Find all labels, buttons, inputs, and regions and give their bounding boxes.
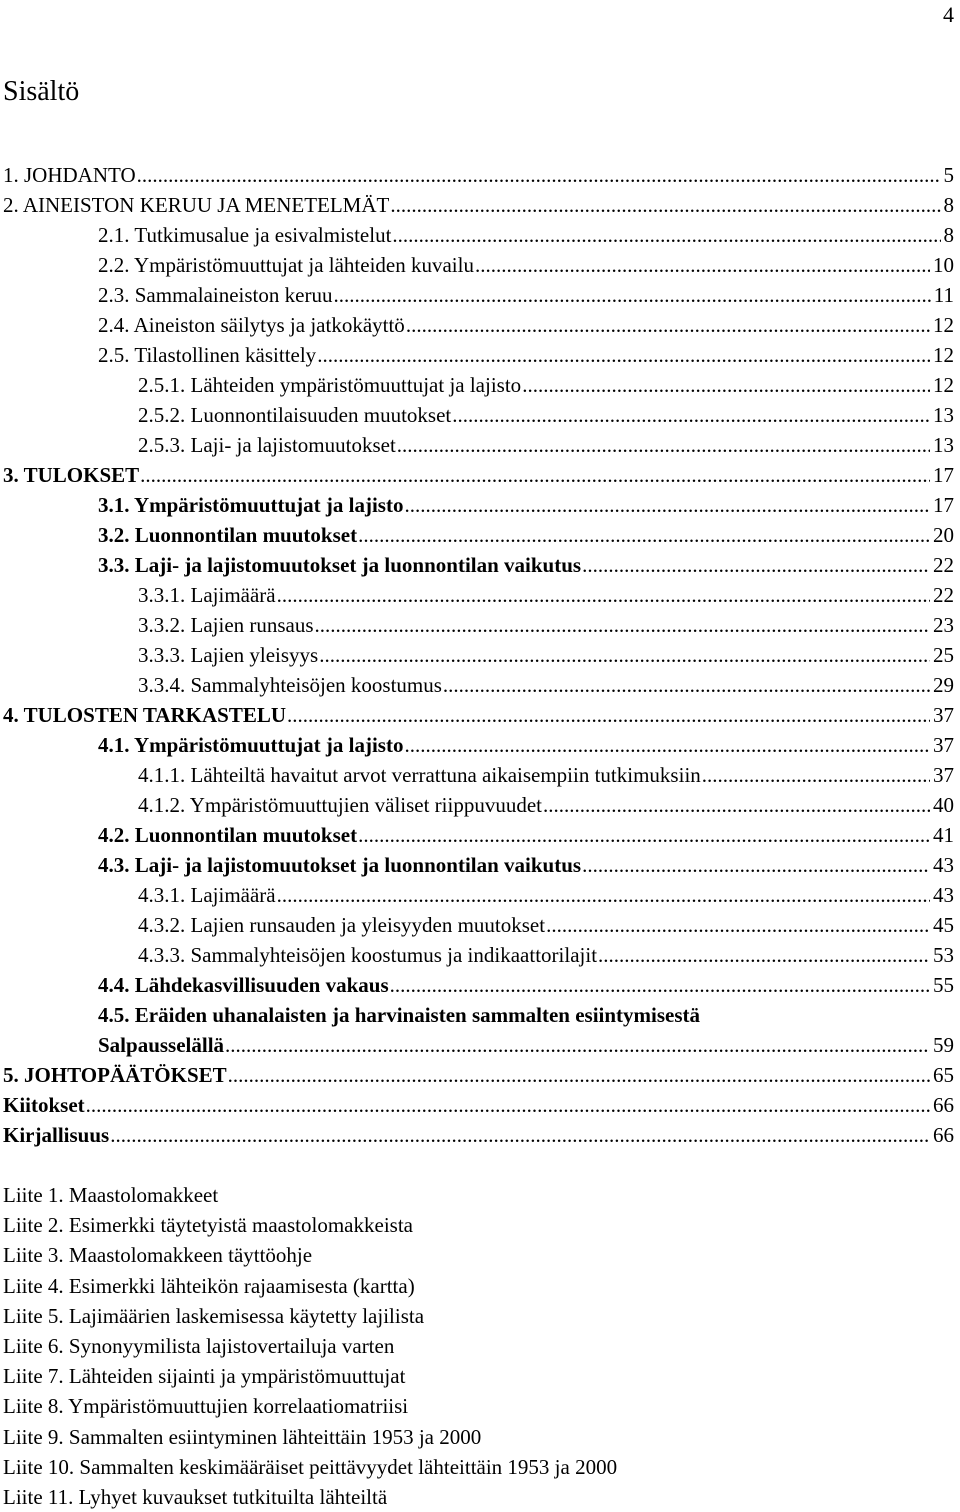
toc-entry[interactable] [0, 370, 960, 400]
dot-leader [319, 640, 930, 670]
dot-leader [225, 1030, 930, 1060]
toc-page-number: 13 [933, 403, 954, 427]
toc-entry[interactable] [0, 970, 960, 1000]
toc-page-number: 5 [943, 163, 954, 187]
toc-entry[interactable] [0, 790, 960, 820]
toc-entry[interactable] [0, 640, 960, 670]
toc-entry[interactable] [0, 340, 960, 370]
dot-leader [140, 460, 930, 490]
toc-entry[interactable] [0, 1060, 960, 1090]
dot-leader [397, 430, 930, 460]
toc-entry-continued[interactable] [0, 1030, 960, 1060]
toc-entry[interactable] [0, 700, 960, 730]
dot-leader [277, 580, 930, 610]
dot-leader [110, 1120, 930, 1150]
toc-entry-label: 3.2. Luonnontilan muutokset [98, 520, 358, 550]
dot-leader [390, 970, 930, 1000]
dot-leader [390, 190, 940, 220]
toc-page-number: 37 [933, 733, 954, 757]
toc-entry[interactable] [0, 460, 960, 490]
appendix-item: Liite 8. Ympäristömuuttujien korrelaatiomatriisi [3, 1394, 409, 1419]
toc-entry-label: 3.3.3. Lajien yleisyys [138, 640, 319, 670]
toc-page-number: 13 [933, 433, 954, 457]
toc-entry-label: 2. AINEISTON KERUU JA MENETELMÄT [3, 190, 390, 220]
dot-leader [582, 550, 930, 580]
toc-page-number: 65 [933, 1063, 954, 1087]
toc-entry[interactable] [0, 1120, 960, 1150]
appendix-item: Liite 9. Sammalten esiintyminen lähteittäin 1953 ja 2000 [3, 1424, 482, 1449]
toc-entry[interactable] [0, 250, 960, 280]
toc-entry[interactable] [0, 400, 960, 430]
appendix-list [3, 1180, 617, 1512]
toc-page-number: 10 [933, 253, 954, 277]
toc-page-number: 55 [933, 973, 954, 997]
toc-title: Sisältö [3, 76, 80, 107]
toc-page-number: 23 [933, 613, 954, 637]
dot-leader [137, 160, 941, 190]
appendix-item: Liite 10. Sammalten keskimääräiset peittävyydet lähteittäin 1953 ja 2000 [3, 1454, 618, 1479]
toc-entry[interactable] [0, 220, 960, 250]
dot-leader [392, 220, 940, 250]
toc-entry[interactable] [0, 820, 960, 850]
toc-entry[interactable] [0, 1090, 960, 1120]
toc-entry-label: Salpausselällä [98, 1030, 225, 1060]
appendix-item: Liite 6. Synonyymilista lajistovertailuja varten [3, 1333, 395, 1358]
toc-entry-label: 2.5.2. Luonnontilaisuuden muutokset [138, 400, 452, 430]
toc-page-number: 12 [933, 343, 954, 367]
toc-entry[interactable] [0, 670, 960, 700]
appendix-item: Liite 7. Lähteiden sijainti ja ympäristömuuttujat [3, 1364, 406, 1389]
toc-page-number: 25 [933, 643, 954, 667]
toc-entry[interactable] [0, 850, 960, 880]
toc-entry-label: 4.1.2. Ympäristömuuttujien väliset riippuvuudet [138, 790, 543, 820]
toc-page-number: 45 [933, 913, 954, 937]
toc-entry-label: 1. JOHDANTO [3, 160, 137, 190]
toc-entry[interactable] [0, 580, 960, 610]
toc-entry-label: 4. TULOSTEN TARKASTELU [3, 700, 287, 730]
toc-entry-label: 2.5. Tilastollinen käsittely [98, 340, 317, 370]
dot-leader [475, 250, 930, 280]
toc-page-number: 22 [933, 553, 954, 577]
appendix-item: Liite 3. Maastolomakkeen täyttöohje [3, 1243, 313, 1268]
dot-leader [598, 940, 930, 970]
toc-page-number: 43 [933, 883, 954, 907]
toc-entry-label: 3.3. Laji- ja lajistomuutokset ja luonnontilan vaikutus [98, 550, 582, 580]
toc-page-number: 22 [933, 583, 954, 607]
toc-entry-label: 4.5. Eräiden uhanalaisten ja harvinaisten sammalten esiintymisestä [98, 1003, 701, 1027]
toc-page-number: 29 [933, 673, 954, 697]
appendix-item: Liite 1. Maastolomakkeet [3, 1183, 219, 1207]
toc-entry[interactable] [0, 940, 960, 970]
toc-entry-label: 3. TULOKSET [3, 460, 140, 490]
page-number: 4 [943, 2, 954, 27]
toc-page-number: 8 [943, 223, 954, 247]
dot-leader [452, 400, 930, 430]
toc-page-number: 41 [933, 823, 954, 847]
toc-entry[interactable] [0, 190, 960, 220]
toc-page-number: 59 [933, 1033, 954, 1057]
toc-entry-label: 3.3.4. Sammalyhteisöjen koostumus [138, 670, 443, 700]
toc-entry[interactable] [0, 520, 960, 550]
toc-entry-label: 4.3.1. Lajimäärä [138, 880, 277, 910]
appendix-item: Liite 2. Esimerkki täytetyistä maastolomakkeista [3, 1213, 413, 1238]
toc-page-number: 17 [933, 463, 954, 487]
dot-leader [406, 310, 930, 340]
dot-leader [277, 880, 930, 910]
toc-entry-label: 4.3. Laji- ja lajistomuutokset ja luonnontilan vaikutus [98, 850, 582, 880]
toc-page-number: 11 [933, 283, 954, 307]
toc-page-number: 20 [933, 523, 954, 547]
toc-entry-label: 4.1. Ympäristömuuttujat ja lajisto [98, 730, 404, 760]
dot-leader [522, 370, 930, 400]
toc-entry[interactable] [0, 490, 960, 520]
toc-entry[interactable] [0, 430, 960, 460]
toc-page-number: 12 [933, 313, 954, 337]
toc-entry[interactable] [0, 610, 960, 640]
appendix-item: Liite 11. Lyhyet kuvaukset tutkituilta lähteiltä [3, 1484, 388, 1509]
toc-entry[interactable] [0, 730, 960, 760]
toc-page-number: 66 [933, 1093, 954, 1117]
toc-entry-label: 4.2. Luonnontilan muutokset [98, 820, 358, 850]
toc-entry[interactable] [0, 310, 960, 340]
toc-entry[interactable] [0, 160, 960, 190]
toc-page-number: 40 [933, 793, 954, 817]
toc-entry[interactable] [0, 760, 960, 790]
toc-entry-label: 5. JOHTOPÄÄTÖKSET [3, 1060, 228, 1090]
dot-leader [358, 820, 930, 850]
toc-entry-label: 2.5.1. Lähteiden ympäristömuuttujat ja lajisto [138, 370, 522, 400]
toc-page-number: 17 [933, 493, 954, 517]
toc-entry-label: Kiitokset [3, 1090, 86, 1120]
dot-leader [228, 1060, 930, 1090]
toc-entry-label: Kirjallisuus [3, 1120, 110, 1150]
toc-entry[interactable] [0, 1000, 960, 1030]
toc-page-number: 37 [933, 763, 954, 787]
dot-leader [315, 610, 930, 640]
toc-entry[interactable] [0, 550, 960, 580]
toc-entry[interactable] [0, 910, 960, 940]
toc-page-number: 37 [933, 703, 954, 727]
toc-entry-label: 3.3.1. Lajimäärä [138, 580, 277, 610]
toc-entry-label: 3.3.2. Lajien runsaus [138, 610, 315, 640]
dot-leader [333, 280, 930, 310]
toc-entry[interactable] [0, 280, 960, 310]
toc-page-number: 53 [933, 943, 954, 967]
toc-entry-label: 2.1. Tutkimusalue ja esivalmistelut [98, 220, 392, 250]
appendix-item: Liite 4. Esimerkki lähteikön rajaamisesta (kartta) [3, 1273, 415, 1298]
toc-page-number: 8 [943, 193, 954, 217]
toc-entry-label: 3.1. Ympäristömuuttujat ja lajisto [98, 490, 404, 520]
dot-leader [287, 700, 930, 730]
toc-entry-label: 4.1.1. Lähteiltä havaitut arvot verrattuna aikaisempiin tutkimuksiin [138, 760, 702, 790]
dot-leader [443, 670, 930, 700]
dot-leader [543, 790, 930, 820]
toc-entry-label: 2.5.3. Laji- ja lajistomuutokset [138, 430, 397, 460]
dot-leader [404, 730, 930, 760]
table-of-contents [0, 160, 960, 1150]
appendix-item: Liite 5. Lajimäärien laskemisessa käytetty lajilista [3, 1303, 425, 1328]
dot-leader [582, 850, 930, 880]
dot-leader [546, 910, 930, 940]
toc-page-number: 12 [933, 373, 954, 397]
dot-leader [702, 760, 930, 790]
dot-leader [358, 520, 930, 550]
toc-entry-label: 2.4. Aineiston säilytys ja jatkokäyttö [98, 310, 406, 340]
toc-entry-label: 2.3. Sammalaineiston keruu [98, 280, 333, 310]
toc-entry-label: 4.3.2. Lajien runsauden ja yleisyyden muutokset [138, 910, 546, 940]
toc-entry-label: 4.4. Lähdekasvillisuuden vakaus [98, 970, 390, 1000]
dot-leader [317, 340, 930, 370]
toc-entry[interactable] [0, 880, 960, 910]
dot-leader [404, 490, 930, 520]
toc-entry-label: 2.2. Ympäristömuuttujat ja lähteiden kuvailu [98, 250, 475, 280]
toc-page-number: 66 [933, 1123, 954, 1147]
toc-page-number: 43 [933, 853, 954, 877]
toc-entry-label: 4.3.3. Sammalyhteisöjen koostumus ja indikaattorilajit [138, 940, 598, 970]
dot-leader [86, 1090, 930, 1120]
